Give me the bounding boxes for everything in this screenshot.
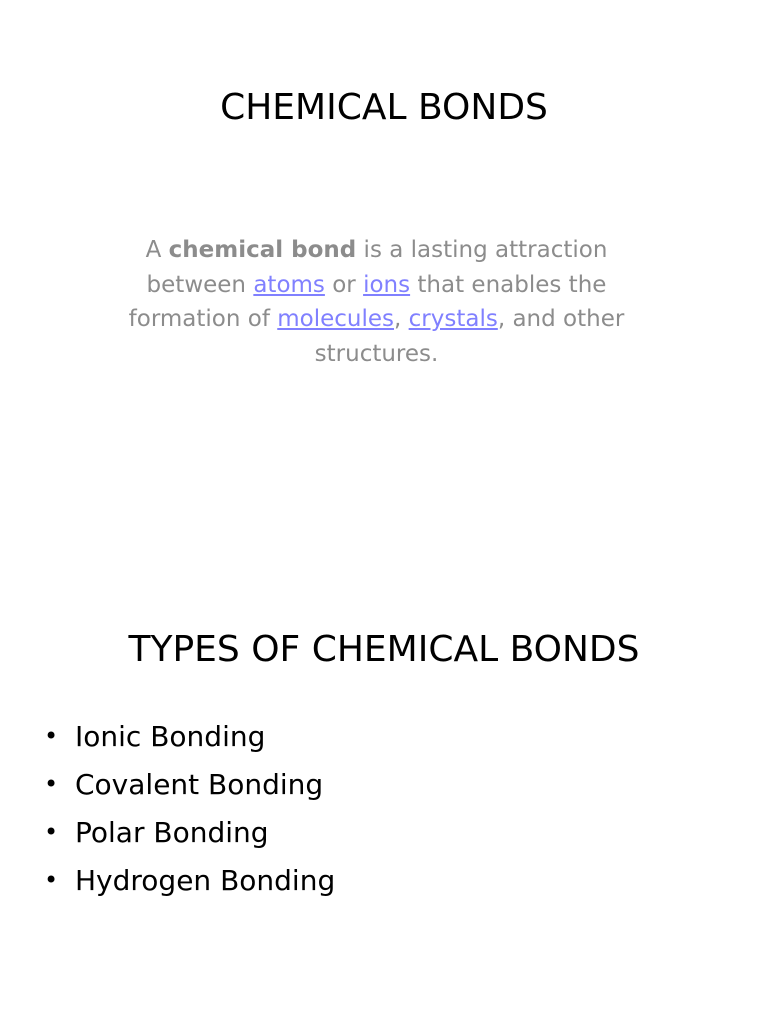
definition-text: or xyxy=(324,271,364,298)
definition-term: chemical bond xyxy=(168,237,357,263)
ions-link[interactable]: ions xyxy=(363,271,411,298)
list-item xyxy=(44,712,335,760)
bond-types-list xyxy=(44,712,335,904)
list-item-label: Ionic Bonding xyxy=(75,719,266,753)
list-item-label: Covalent Bonding xyxy=(75,767,324,801)
slide-1-title: CHEMICAL BONDS xyxy=(220,87,548,128)
definition-text: A xyxy=(145,237,169,263)
list-item xyxy=(44,760,335,808)
atoms-link[interactable]: atoms xyxy=(253,271,325,298)
list-item xyxy=(44,808,335,856)
bullet-icon: • xyxy=(44,866,59,894)
bullet-icon: • xyxy=(44,770,59,798)
definition-text: , xyxy=(394,306,409,332)
definition-text: is a lasting attraction between xyxy=(146,237,608,298)
crystals-link[interactable]: crystals xyxy=(408,306,498,332)
bullet-icon: • xyxy=(44,818,59,846)
list-item xyxy=(44,856,335,904)
definition-text: that enables the formation of xyxy=(128,271,607,332)
definition-text: , and other structures. xyxy=(314,306,625,367)
list-item-label: Hydrogen Bonding xyxy=(75,863,336,897)
molecules-link[interactable]: molecules xyxy=(277,306,395,332)
bullet-icon: • xyxy=(44,722,59,750)
list-item-label: Polar Bonding xyxy=(75,815,269,849)
definition-paragraph xyxy=(110,233,643,371)
slide-2-title: TYPES OF CHEMICAL BONDS xyxy=(128,629,640,670)
